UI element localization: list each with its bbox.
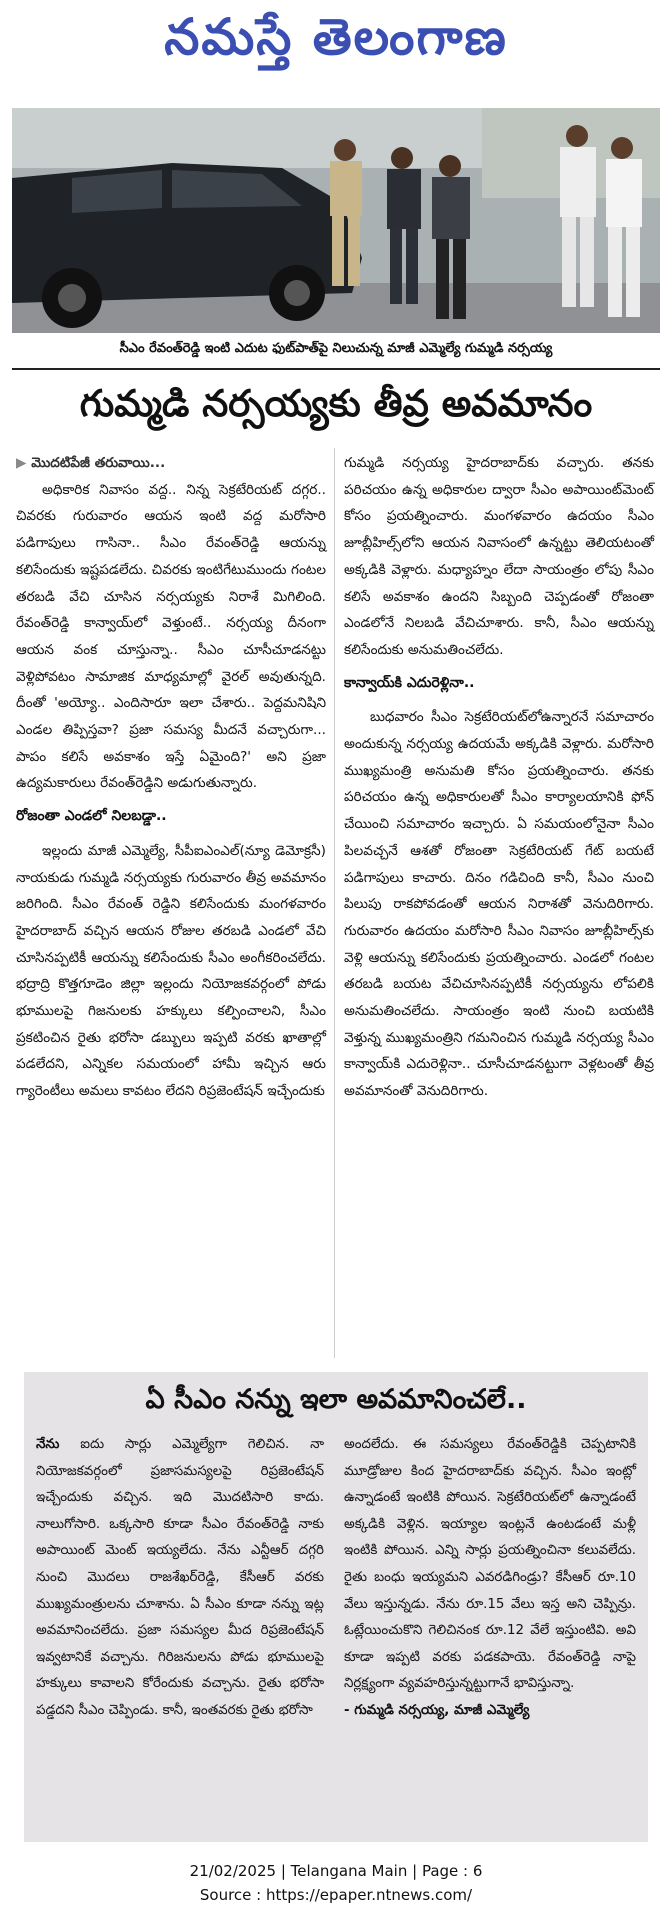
photo-caption: సీఎం రేవంత్‌రెడ్డి ఇంటి ఎదుట ఫుట్‌పాత్‌పై నిలుచున్న మాజీ ఎమ్మెల్యే గుమ్మడి నర్సయ్య [119, 341, 553, 356]
subheading: కాన్వాయ్‌కి ఎదురెళ్లినా.. [344, 674, 475, 691]
quote-text-left: ఐదు సార్లు ఎమ్మెల్యేగా గెలిచిన. నా నియోజకవర్గంలో ప్రజాసమస్యలపై రిప్రజెంటేషన్ ఇచ్చేందుకు వచ్చిన. ఇది మొదటిసారి కాదు. నాలుగోసారి. ఒక్కసారి కూడా సీఎం రేవంత్‌రెడ్డి నాకు అపాయింట్ మెంట్ ఇయ్యలేదు. నేను ఎన్టీఆర్ దగ్గరి నుంచి మొదలు రాజశేఖర్‌రెడ్డి, కేసీఆర్ వరకు ముఖ్యమంత్రులను చూశాను. ఏ సీఎం కూడా నన్ను ఇట్ల అవమానించలేదు. ప్రజా సమస్యల మీద రిప్రజెంటేషన్ ఇవ్వటానికే వచ్చాను. గిరిజనులను పోడు భూములపై హక్కులు కావాలని కోరేందుకు వచ్చాను. రైతు భరోసా పడ్డదని సీఎం చెప్పిండు. కానీ, ఇంతవరకు రైతు భరోసా [36, 1437, 324, 1718]
footer-date-line: 21/02/2025 | Telangana Main | Page : 6 [189, 1862, 483, 1880]
caption-divider [12, 368, 660, 370]
quote-box-title: ఏ సీఎం నన్ను ఇలా అవమానించలే.. [145, 1384, 527, 1415]
lead-in [16, 450, 326, 477]
news-photo-illustration [12, 108, 660, 333]
article-paragraph: ఇల్లందు మాజీ ఎమ్మెల్యే, సీపీఐఎంఎల్(న్యూ డెమోక్రసీ) నాయకుడు గుమ్మడి నర్సయ్యకు గురువారం తీవ్ర అవమానం జరిగింది. సీఎం రేవంత్ రెడ్డిని కలిసేందుకు మంగళవారం హైదరాబాద్ వచ్చిన ఆయన రోజుల తరబడి ఎండలో వేచి చూసినప్పటికీ ఆయన్ను కలిసేందుకు సీఎం అంగీకరించలేదు. భద్రాద్రి కొత్తగూడెం జిల్లా ఇల్లందు నియోజకవర్గంలో పోడు భూములపై గిజనులకు హక్కులు కల్పించాలని, సీఎం ప్రకటించిన రైతు భరోసా డబ్బులు ఇప్పటి వరకు ఖాతాల్లో పడలేదని, ఎన్నికల సమయంలో హామీ ఇచ్చిన ఆరు గ్యారెంటీలు అమలు కావటం లేదని రిప్రజెంటేషన్ ఇచ్చేందుకు [16, 842, 326, 1100]
left-column [16, 450, 326, 1105]
quote-first-word: నేను [36, 1437, 60, 1452]
news-photo [12, 108, 660, 333]
quote-box-left-column [36, 1432, 324, 1725]
masthead [0, 0, 672, 80]
article-paragraph: గుమ్మడి నర్సయ్య హైదరాబాద్‌కు వచ్చారు. తనకు పరిచయం ఉన్న అధికారుల ద్వారా సీఎం అపాయింట్‌మెంట్ కోసం ప్రయత్నించారు. మంగళవారం ఉదయం సీఎం జూబ్లీహిల్స్‌లోని ఆయన నివాసంలో ఉన్నట్టు తెలియటంతో అక్కడికి వెళ్లారు. మధ్యాహ్నం లేదా సాయంత్రం లోపు సీఎం కలిసే అవకాశం ఉందని సిబ్బంది చెప్పడంతో రోజంతా ఎండలోనే నిలబడి వేచిచూశారు. కానీ, సీఎం ఆయన్ను కలిసేందుకు అనుమతించలేదు. [344, 455, 654, 658]
article-paragraph: అధికారిక నివాసం వద్ద.. నిన్న సెక్రటేరియట్ దగ్గర.. చివరకు గురువారం ఆయన ఇంటి వద్ద మరోసారి పడిగాపులు గాసినా.. సీఎం రేవంత్‌రెడ్డి ఆయన్ను కలిసేందుకు ఇష్టపడలేదు. చివరకు ఇంటిగేటుముందు గంటల తరబడి వేచి చూసిన నర్సయ్యకు నిరాశే మిగిలింది. రేవంత్‌రెడ్డి కాన్వాయ్‌లో వెళ్తుంటే.. నర్సయ్య దీనంగా ఆయన వంక చూస్తున్నా.. సీఎం చూసీచూడనట్టు వెళ్లిపోవటం సామాజిక మాధ్యమాల్లో వైరల్ అవుతున్నది. దీంతో 'అయ్యో.. ఎందిసారూ ఇలా చేశారు.. పెద్దమనిషిని ఎండల తిప్పిస్తవా? ప్రజా సమస్య మీదనే వచ్చారుగా... పాపం కలిసే అవకాశం ఇస్తే ఏమైంది?' అని ప్రజా ఉద్యమకారులు రేవంత్‌రెడ్డిని అడుగుతున్నారు. [16, 481, 326, 792]
footer-source-line: Source : https://epaper.ntnews.com/ [199, 1886, 473, 1904]
arrow-icon: ▶ [16, 455, 32, 471]
masthead-title: నమస్తే తెలంగాణ [164, 8, 508, 66]
lead-in-text: మొదటిపేజీ తరువాయి... [31, 455, 166, 471]
article-paragraph: బుధవారం సీఎం సెక్రటేరియట్‌లోఉన్నారనే సమాచారం అందుకున్న నర్సయ్య ఉదయమే అక్కడికి వెళ్లారు. మరోసారి ముఖ్యమంత్రి అనుమతి కోసం ప్రయత్నించారు. తనకు పరిచయం ఉన్న అధికారులతో సీఎం కార్యాలయానికి ఫోన్ చేయించి సమాచారం ఇచ్చారు. ఏ సమయంలోనైనా సీఎం పిలవచ్చనే ఆశతో రోజంతా సెక్రటేరియట్ గేట్ బయటే పడిగాపులు కాచారు. దినం గడిచింది కానీ, సీఎం నుంచి పిలుపు రాకపోవడంతో ఆయన నిరాశతో వెనుదిరిగారు. గురువారం ఉదయం మరోసారి సీఎం నివాసం జూబ్లీహిల్స్‌కు వెళ్లి ఆయన్ను కలిసేందుకు ప్రయత్నించారు. ఎండలో గంటల తరబడి బయట వేచిచూసినప్పటికీ నర్సయ్యను లోపలికి అనుమతించలేదు. సాయంత్రం ఇంటి నుంచి బయటికి వెళ్తున్న ముఖ్యమంత్రిని గమనించిన గుమ్మడి నర్సయ్య సీఎం కాన్వాయ్‌కి ఎదురెళ్లినా.. చూసీచూడనట్టుగా వెళ్లటంతో తీవ్ర అవమానంతో వెనుదిరిగారు. [344, 709, 654, 1100]
quote-box-right-column [344, 1432, 636, 1725]
right-column [344, 450, 654, 1105]
subheading: రోజంతా ఎండలో నిలబడ్డా.. [16, 808, 167, 825]
column-divider [334, 448, 335, 1358]
quote-text-right: అందలేదు. ఈ సమస్యలు రేవంత్‌రెడ్డికి చెప్పటానికి మూడ్రోజుల కింద హైదరాబాద్‌కు వచ్చిన. సీఎం ఇంట్లో ఉన్నాడంటే ఇంటికి పోయిన. సెక్రటేరియట్‌లో ఉన్నాడంటే అక్కడికి వెళ్లిన. ఇయ్యాల ఇంట్లనే ఉంటడంటే మళ్లీ ఇంటికి పోయిన. ఎన్ని సార్లు ప్రయత్నించినా కలువలేదు. రైతు బంధు ఇయ్యమని ఎవరడిగిండ్రు? కేసీఆర్ రూ.10 వేలు ఇస్తున్నడు. నేను రూ.15 వేలు ఇస్త అని చెప్పిన్రు. ఓట్లేయించుకొని గెలిచినంక రూ.12 వేలే ఇస్తుంటివి. అవి కూడా ఇప్పటి వరకు పడకపాయె. రేవంత్‌రెడ్డి నాపై నిర్లక్ష్యంగా వ్యవహరిస్తున్నట్టుగానే భావిస్తున్నా. [344, 1437, 636, 1692]
quote-byline: - గుమ్మడి నర్సయ్య, మాజీ ఎమ్మెల్యే [344, 1702, 530, 1718]
headline: గుమ్మడి నర్సయ్యకు తీవ్ర అవమానం [79, 382, 593, 425]
